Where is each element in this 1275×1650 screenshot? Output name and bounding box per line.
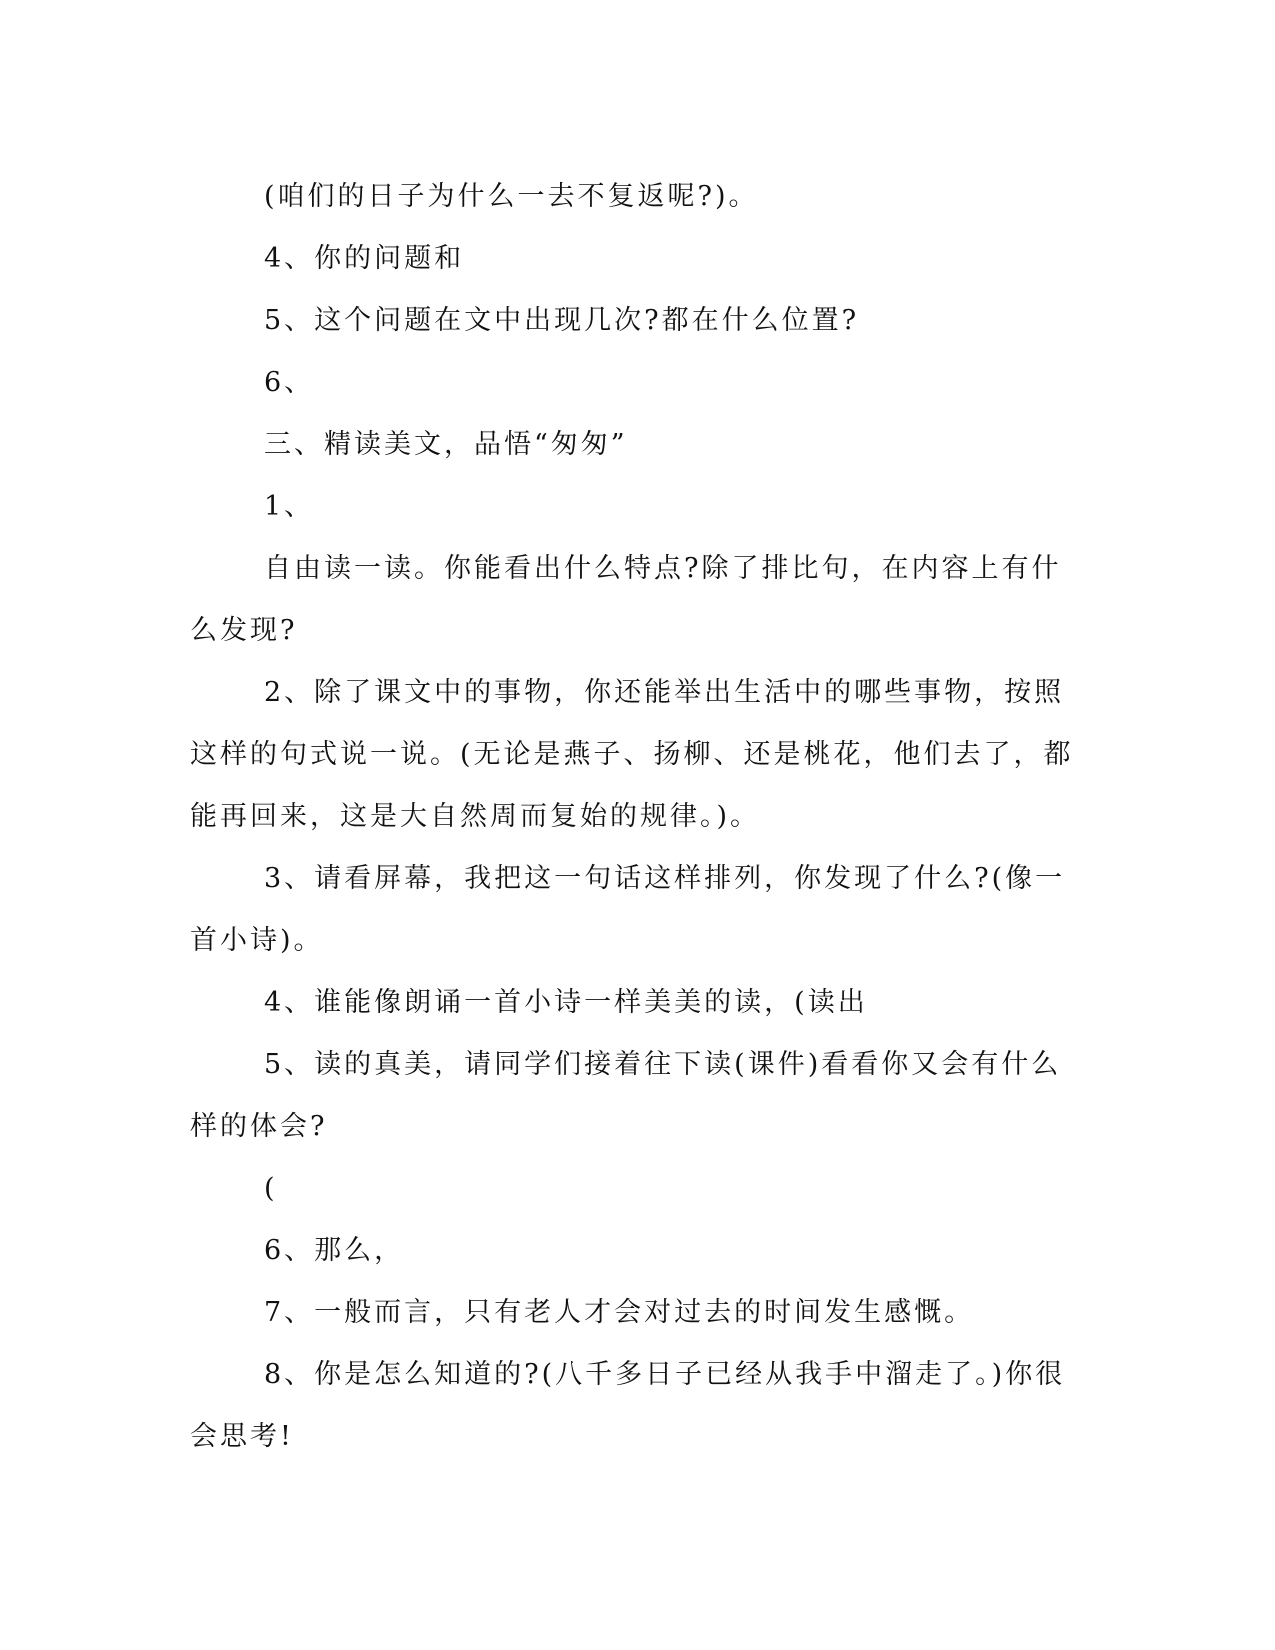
- paragraph: 6、: [264, 367, 315, 398]
- paragraph: 5、读的真美，请同学们接着往下读(课件)看看你又会有什么样的体会?: [190, 1049, 1062, 1142]
- paragraph: 1、: [264, 491, 315, 522]
- paragraph: (咱们的日子为什么一去不复返呢?)。: [264, 181, 759, 212]
- paragraph: 3、请看屏幕，我把这一句话这样排列，你发现了什么?(像一首小诗)。: [190, 863, 1066, 956]
- paragraph: 7、一般而言，只有老人才会对过去的时间发生感慨。: [264, 1297, 975, 1328]
- paragraph: 8、你是怎么知道的?(八千多日子已经从我手中溜走了。)你很会思考!: [190, 1359, 1066, 1452]
- paragraph: (: [264, 1173, 278, 1204]
- section-heading: 三、精读美文，品悟“匆匆”: [264, 429, 628, 460]
- paragraph: 自由读一读。你能看出什么特点?除了排比句，在内容上有什么发现?: [190, 553, 1062, 646]
- paragraph: 4、你的问题和: [264, 243, 465, 274]
- paragraph: 5、这个问题在文中出现几次?都在什么位置?: [264, 305, 860, 336]
- document-body: [190, 166, 1090, 1468]
- paragraph: 6、那么，: [264, 1235, 405, 1266]
- paragraph: 2、除了课文中的事物，你还能举出生活中的哪些事物，按照这样的句式说一说。(无论是燕子、扬柳、还是桃花，他们去了，都能再回来，这是大自然周而复始的规律。)。: [190, 677, 1074, 832]
- paragraph: 4、谁能像朗诵一首小诗一样美美的读，(读出: [264, 987, 868, 1018]
